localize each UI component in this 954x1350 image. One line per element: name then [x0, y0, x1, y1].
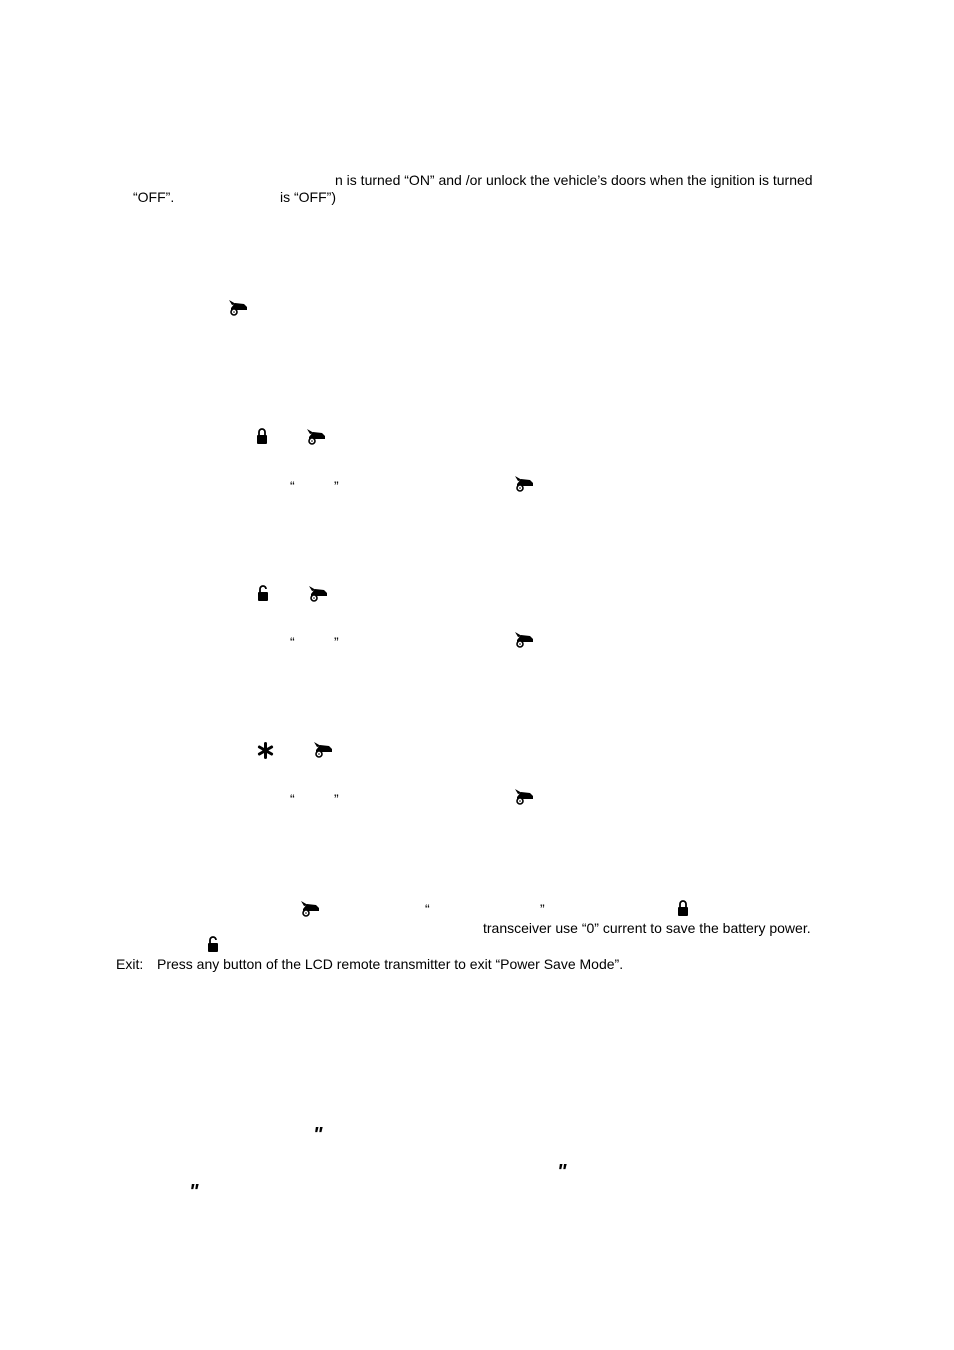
- car-trunk-icon: [514, 631, 534, 649]
- asterisk-icon: [257, 742, 274, 759]
- car-trunk-icon: [308, 585, 328, 603]
- open-quote: “: [290, 478, 295, 494]
- close-quote: ”: [334, 791, 339, 807]
- exit-label: Exit:: [116, 956, 144, 972]
- quote-mark: ": [557, 1161, 567, 1183]
- car-trunk-icon: [300, 900, 320, 918]
- quote-mark: ": [189, 1181, 199, 1203]
- open-quote: “: [290, 791, 295, 807]
- unlock-icon: [257, 585, 271, 601]
- close-quote: ”: [540, 901, 545, 917]
- close-quote: ”: [334, 634, 339, 650]
- intro-line-2a: “OFF”.: [133, 189, 175, 205]
- intro-line-1: n is turned “ON” and /or unlock the vehicle’s doors when the ignition is turned: [335, 172, 813, 188]
- car-trunk-icon: [306, 428, 326, 446]
- lock-icon: [256, 428, 268, 444]
- open-quote: “: [290, 634, 295, 650]
- close-quote: ”: [334, 478, 339, 494]
- exit-text: Press any button of the LCD remote transmitter to exit “Power Save Mode”.: [157, 956, 624, 972]
- quote-mark: ": [313, 1124, 323, 1146]
- car-trunk-icon: [313, 741, 333, 759]
- unlock-icon: [207, 936, 221, 952]
- intro-line-2b: is “OFF”): [280, 189, 336, 205]
- open-quote: “: [425, 901, 430, 917]
- power-save-line-2: transceiver use “0” current to save the battery power.: [483, 920, 811, 936]
- car-trunk-icon: [514, 788, 534, 806]
- car-trunk-icon: [228, 299, 248, 317]
- car-trunk-icon: [514, 475, 534, 493]
- lock-icon: [677, 900, 689, 916]
